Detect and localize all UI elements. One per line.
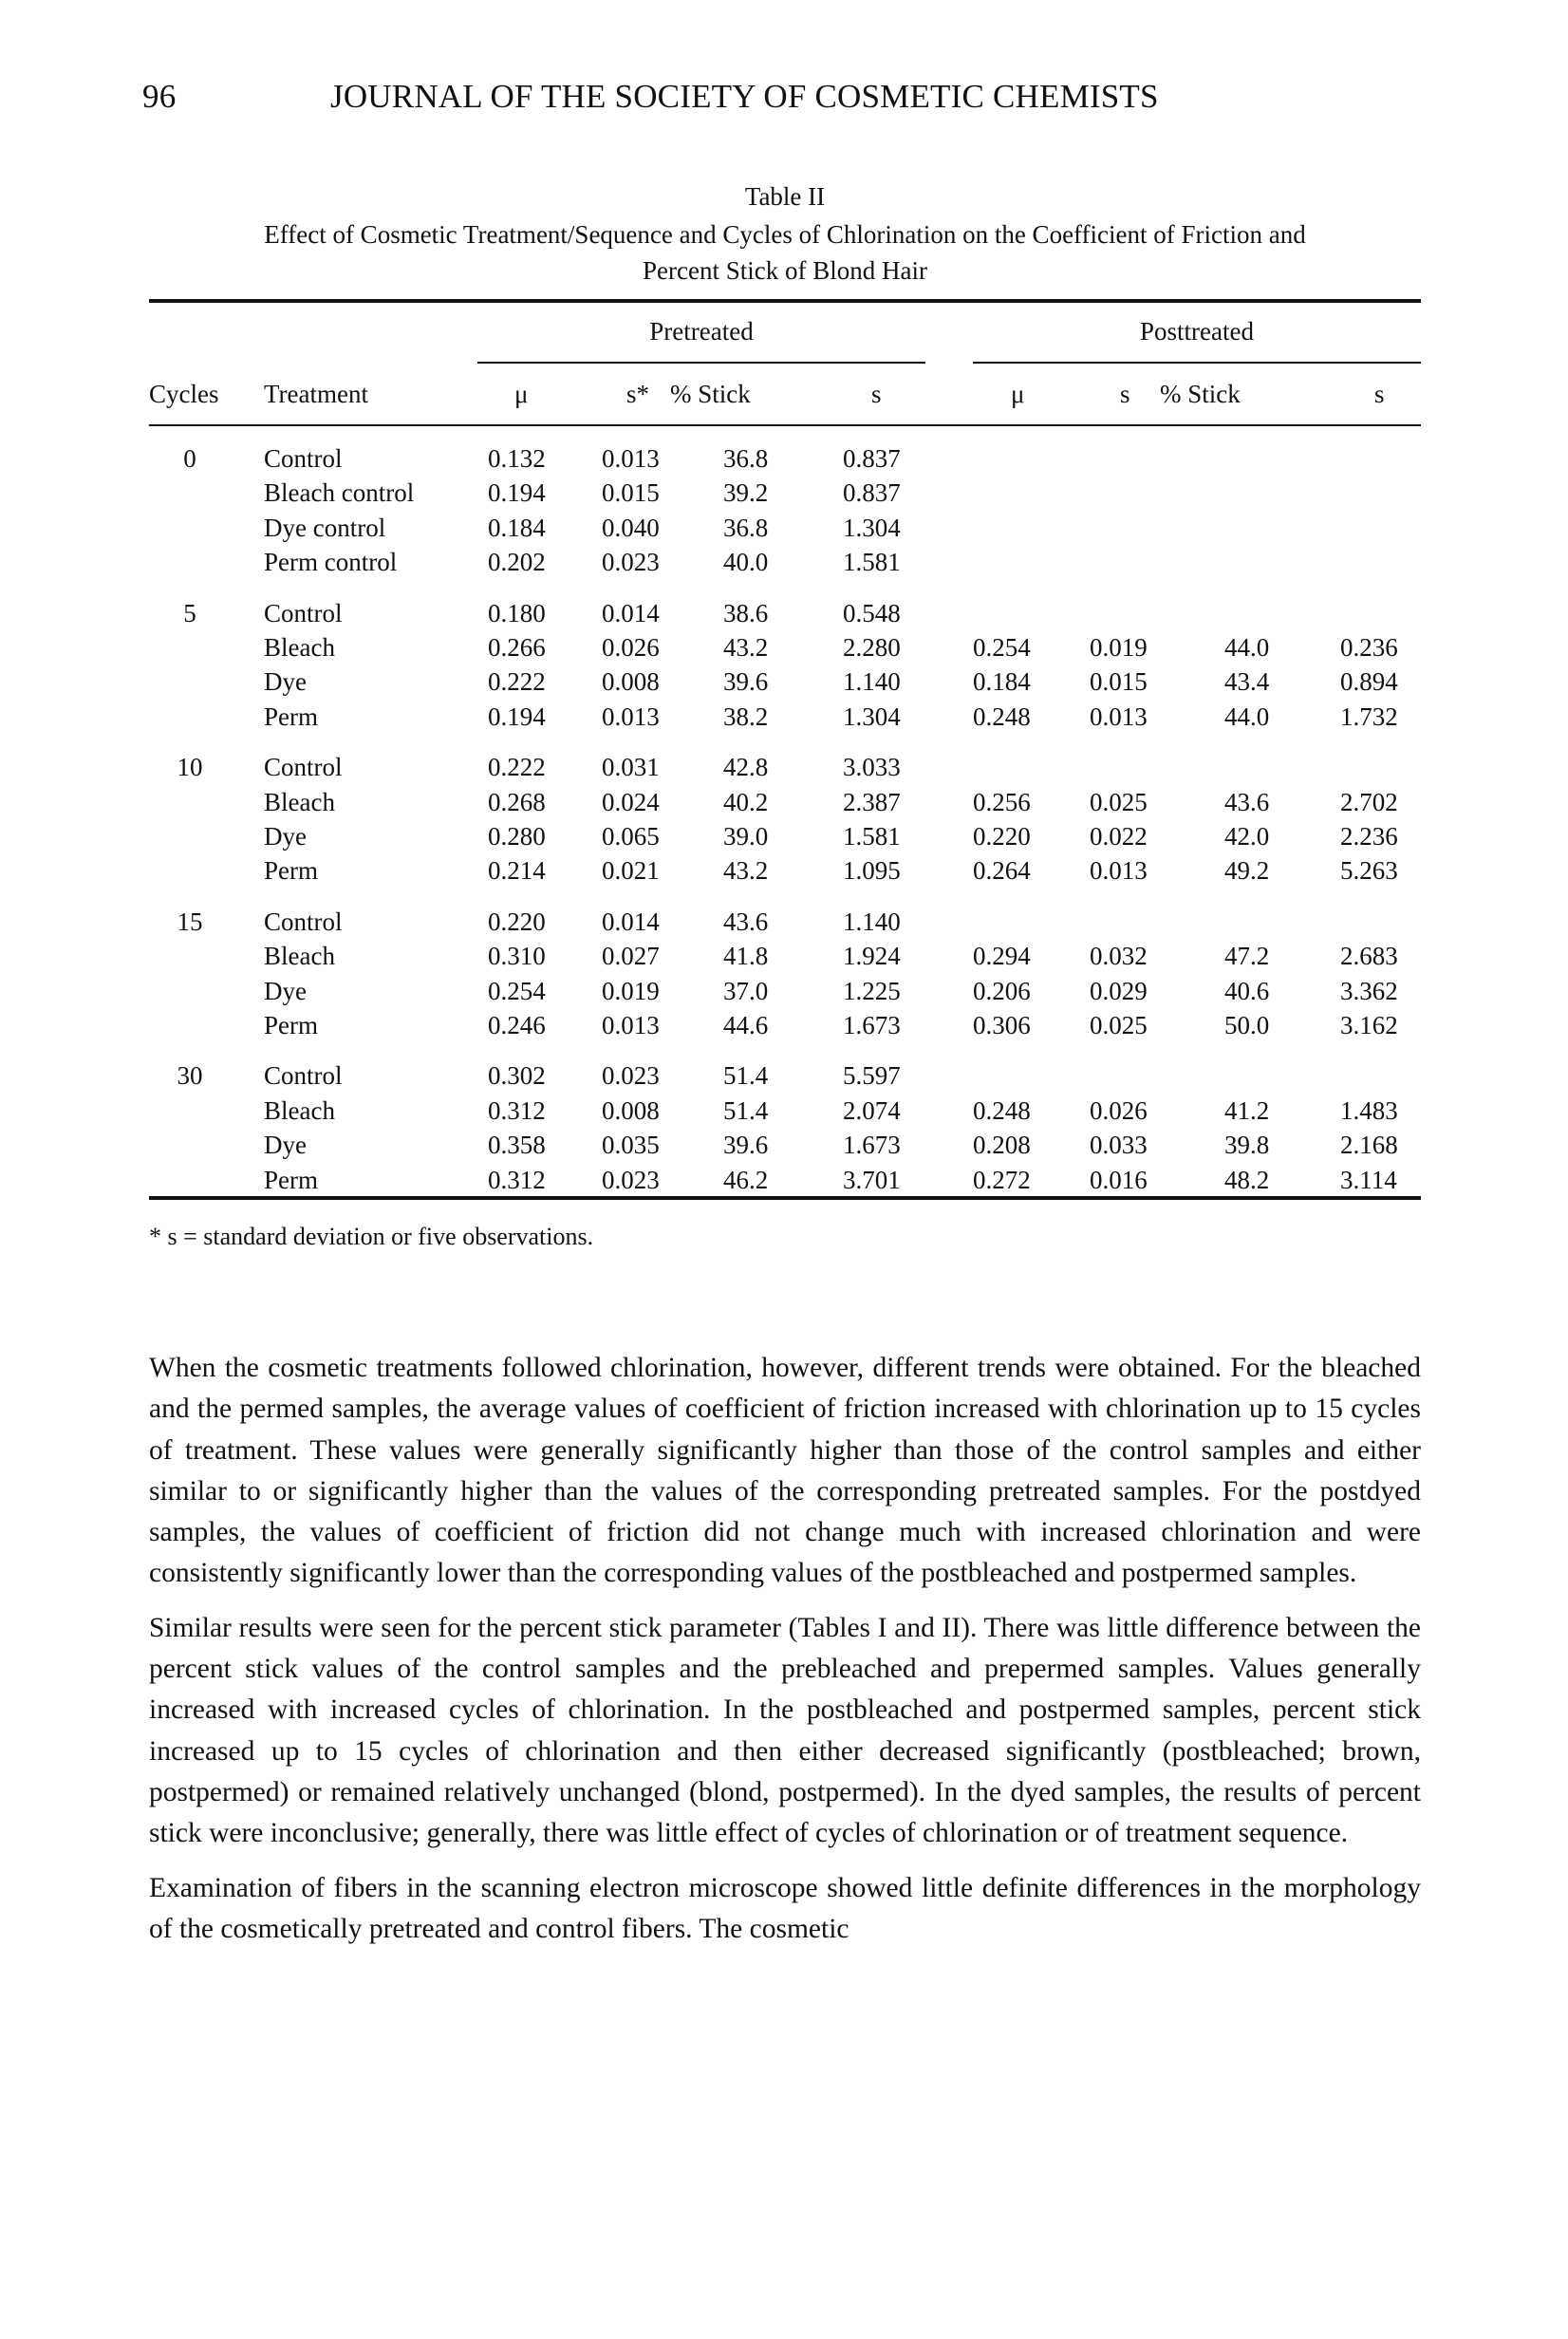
value-cell: 0.025: [1090, 1011, 1148, 1039]
value-cell: 3.033: [843, 753, 901, 782]
treatment-cell: Dye: [264, 822, 307, 851]
value-cell: 1.140: [843, 667, 901, 697]
value-cell: 0.184: [973, 667, 1031, 697]
value-cell: 0.220: [488, 907, 546, 936]
value-cell: 40.2: [723, 787, 769, 816]
value-cell: 0.184: [488, 513, 546, 542]
value-cell: 0.022: [1090, 822, 1148, 851]
paragraph: When the cosmetic treatments followed chlorination, however, different trends were obtained. For the bleached and the permed samples, the average values of coefficient of friction increased with chlorination up to 15 cycles of treatment. These values were generally significantly higher than those of the control samples and either similar to or significantly higher than the values of the corresponding pretreated samples. For the postdyed samples, the values of coefficient of friction did not change much with increased chlorination and were consistently significantly lower than the corresponding values of the postbleached and postpermed samples.: [149, 1353, 1421, 1589]
treatment-cell: Dye control: [264, 513, 386, 542]
value-cell: 1.225: [843, 976, 901, 1005]
value-cell: 44.6: [723, 1011, 769, 1039]
cycles-cell: 15: [177, 907, 203, 936]
journal-title: JOURNAL OF THE SOCIETY OF COSMETIC CHEMISTS: [330, 78, 1159, 115]
treatment-cell: Control: [264, 753, 343, 782]
value-cell: 0.272: [973, 1165, 1031, 1194]
value-cell: 1.581: [843, 548, 901, 577]
value-cell: 2.702: [1340, 787, 1398, 816]
value-cell: 2.683: [1340, 942, 1398, 971]
treatment-cell: Bleach control: [264, 478, 415, 508]
value-cell: 50.0: [1224, 1011, 1270, 1039]
value-cell: 3.362: [1340, 976, 1398, 1005]
treatment-cell: Dye: [264, 667, 307, 697]
treatment-cell: Perm: [264, 856, 318, 886]
value-cell: 0.306: [973, 1011, 1031, 1039]
value-cell: 43.2: [723, 633, 769, 662]
value-cell: 0.027: [602, 942, 660, 971]
value-cell: 0.548: [843, 598, 901, 627]
value-cell: 0.268: [488, 787, 546, 816]
treatment-cell: Perm: [264, 1165, 318, 1194]
value-cell: 36.8: [723, 444, 769, 473]
value-cell: 0.026: [602, 633, 660, 662]
value-cell: 40.6: [1224, 976, 1270, 1005]
value-cell: 1.673: [843, 1011, 901, 1039]
page-number: 96: [142, 78, 177, 115]
treatment-cell: Perm: [264, 702, 318, 731]
value-cell: 3.701: [843, 1165, 901, 1194]
value-cell: 0.024: [602, 787, 660, 816]
value-cell: 37.0: [723, 976, 769, 1005]
value-cell: 48.2: [1224, 1165, 1270, 1194]
column-header: Treatment: [264, 380, 368, 408]
treatment-cell: Dye: [264, 1131, 307, 1160]
value-cell: 0.032: [1090, 942, 1148, 971]
value-cell: 38.2: [723, 702, 769, 731]
value-cell: 44.0: [1224, 633, 1270, 662]
value-cell: 0.294: [973, 942, 1031, 971]
column-header: μ: [514, 380, 529, 408]
value-cell: 0.013: [1090, 856, 1148, 886]
value-cell: 39.6: [723, 1131, 769, 1160]
value-cell: 1.673: [843, 1131, 901, 1160]
value-cell: 0.254: [973, 633, 1031, 662]
value-cell: 5.263: [1340, 856, 1398, 886]
value-cell: 43.6: [1224, 787, 1270, 816]
value-cell: 41.8: [723, 942, 769, 971]
treatment-cell: Control: [264, 598, 343, 627]
treatment-cell: Control: [264, 907, 343, 936]
value-cell: 0.194: [488, 702, 546, 731]
value-cell: 0.035: [602, 1131, 660, 1160]
column-header: s*: [626, 380, 650, 408]
column-header: μ: [1011, 380, 1025, 408]
column-header: s: [871, 380, 882, 408]
value-cell: 0.026: [1090, 1095, 1148, 1125]
value-cell: 0.206: [973, 976, 1031, 1005]
value-cell: 0.040: [602, 513, 660, 542]
value-cell: 0.015: [1090, 667, 1148, 697]
value-cell: 41.2: [1224, 1095, 1270, 1125]
value-cell: 0.008: [602, 667, 660, 697]
value-cell: 0.248: [973, 702, 1031, 731]
treatment-cell: Control: [264, 444, 343, 473]
value-cell: 0.208: [973, 1131, 1031, 1160]
table-title: Table II: [744, 182, 826, 211]
value-cell: 38.6: [723, 598, 769, 627]
table-caption-line: Percent Stick of Blond Hair: [643, 256, 927, 285]
pretreated-group-rule: [477, 362, 925, 364]
treatment-cell: Perm control: [264, 548, 398, 577]
value-cell: 0.013: [602, 702, 660, 731]
value-cell: 1.304: [843, 513, 901, 542]
group-header-pretreated: Pretreated: [649, 317, 754, 346]
value-cell: 2.236: [1340, 822, 1398, 851]
value-cell: 0.312: [488, 1095, 546, 1125]
value-cell: 42.0: [1224, 822, 1270, 851]
body-text: [149, 1348, 1421, 1963]
value-cell: 0.302: [488, 1061, 546, 1091]
value-cell: 0.065: [602, 822, 660, 851]
value-cell: 43.6: [723, 907, 769, 936]
value-cell: 0.202: [488, 548, 546, 577]
value-cell: 44.0: [1224, 702, 1270, 731]
value-cell: 0.014: [602, 598, 660, 627]
value-cell: 0.837: [843, 444, 901, 473]
table-footnote: * s = standard deviation or five observations.: [149, 1223, 594, 1250]
value-cell: 0.023: [602, 1061, 660, 1091]
value-cell: 39.8: [1224, 1131, 1270, 1160]
value-cell: 43.2: [723, 856, 769, 886]
value-cell: 0.023: [602, 548, 660, 577]
value-cell: 0.312: [488, 1165, 546, 1194]
value-cell: 0.837: [843, 478, 901, 508]
value-cell: 0.132: [488, 444, 546, 473]
value-cell: 47.2: [1224, 942, 1270, 971]
value-cell: 5.597: [843, 1061, 901, 1091]
value-cell: 3.162: [1340, 1011, 1398, 1039]
value-cell: 0.236: [1340, 633, 1398, 662]
value-cell: 0.031: [602, 753, 660, 782]
group-header-posttreated: Posttreated: [1140, 317, 1254, 346]
value-cell: 49.2: [1224, 856, 1270, 886]
value-cell: 0.256: [973, 787, 1031, 816]
treatment-cell: Bleach: [264, 633, 335, 662]
value-cell: 0.180: [488, 598, 546, 627]
value-cell: 0.214: [488, 856, 546, 886]
value-cell: 0.019: [602, 976, 660, 1005]
value-cell: 0.015: [602, 478, 660, 508]
value-cell: 0.194: [488, 478, 546, 508]
table-bottom-rule: [149, 1196, 1421, 1200]
value-cell: 40.0: [723, 548, 769, 577]
value-cell: 0.014: [602, 907, 660, 936]
paragraph: Similar results were seen for the percent stick parameter (Tables I and II). There was little difference between the percent stick values of the control samples and the prebleached and prepermed samples. Values generally increased with increased cycles of chlorination. In the postbleached and postpermed samples, percent stick increased up to 15 cycles of chlorination and then either decreased significantly (postbleached; brown, postpermed) or remained relatively unchanged (blond, postpermed). In the dyed samples, the results of percent stick were inconclusive; generally, there was little effect of cycles of chlorination or of treatment sequence.: [149, 1612, 1421, 1849]
value-cell: 1.483: [1340, 1095, 1398, 1125]
value-cell: 39.6: [723, 667, 769, 697]
value-cell: 51.4: [723, 1095, 769, 1125]
value-cell: 0.220: [973, 822, 1031, 851]
value-cell: 0.222: [488, 667, 546, 697]
value-cell: 0.023: [602, 1165, 660, 1194]
value-cell: 0.008: [602, 1095, 660, 1125]
header-bottom-rule: [149, 424, 1421, 426]
table-caption: [149, 216, 1421, 289]
value-cell: 1.732: [1340, 702, 1398, 731]
value-cell: 0.222: [488, 753, 546, 782]
value-cell: 39.0: [723, 822, 769, 851]
posttreated-group-rule: [973, 362, 1421, 364]
treatment-cell: Dye: [264, 976, 307, 1005]
value-cell: 1.581: [843, 822, 901, 851]
value-cell: 1.924: [843, 942, 901, 971]
treatment-cell: Bleach: [264, 1095, 335, 1125]
value-cell: 2.387: [843, 787, 901, 816]
value-cell: 1.140: [843, 907, 901, 936]
value-cell: 0.029: [1090, 976, 1148, 1005]
cycles-cell: 10: [177, 753, 203, 782]
value-cell: 0.358: [488, 1131, 546, 1160]
value-cell: 0.025: [1090, 787, 1148, 816]
value-cell: 0.254: [488, 976, 546, 1005]
value-cell: 42.8: [723, 753, 769, 782]
treatment-cell: Perm: [264, 1011, 318, 1039]
cycles-cell: 5: [183, 598, 196, 627]
paragraph: Examination of fibers in the scanning electron microscope showed little definite differences in the morphology of the cosmetically pretreated and control fibers. The cosmetic: [149, 1872, 1421, 1944]
value-cell: 0.013: [602, 1011, 660, 1039]
value-cell: 51.4: [723, 1061, 769, 1091]
value-cell: 0.310: [488, 942, 546, 971]
value-cell: 43.4: [1224, 667, 1270, 697]
value-cell: 46.2: [723, 1165, 769, 1194]
value-cell: 0.266: [488, 633, 546, 662]
value-cell: 0.016: [1090, 1165, 1148, 1194]
value-cell: 39.2: [723, 478, 769, 508]
value-cell: 0.033: [1090, 1131, 1148, 1160]
column-header: Cycles: [149, 380, 219, 408]
value-cell: 3.114: [1340, 1165, 1397, 1194]
value-cell: 0.246: [488, 1011, 546, 1039]
column-header: % Stick: [1160, 380, 1241, 408]
treatment-cell: Control: [264, 1061, 343, 1091]
value-cell: 0.280: [488, 822, 546, 851]
table-caption-line: Effect of Cosmetic Treatment/Sequence and Cycles of Chlorination on the Coefficient of Friction and: [264, 220, 1306, 249]
column-header: s: [1374, 380, 1385, 408]
value-cell: 1.095: [843, 856, 901, 886]
value-cell: 36.8: [723, 513, 769, 542]
column-header: s: [1120, 380, 1130, 408]
value-cell: 0.248: [973, 1095, 1031, 1125]
table-top-rule: [149, 299, 1421, 303]
value-cell: 0.019: [1090, 633, 1148, 662]
value-cell: 2.168: [1340, 1131, 1398, 1160]
value-cell: 0.021: [602, 856, 660, 886]
value-cell: 2.074: [843, 1095, 901, 1125]
value-cell: 1.304: [843, 702, 901, 731]
treatment-cell: Bleach: [264, 787, 335, 816]
cycles-cell: 30: [177, 1061, 203, 1091]
value-cell: 0.894: [1340, 667, 1398, 697]
value-cell: 0.264: [973, 856, 1031, 886]
column-header: % Stick: [670, 380, 751, 408]
value-cell: 0.013: [602, 444, 660, 473]
treatment-cell: Bleach: [264, 942, 335, 971]
cycles-cell: 0: [183, 444, 196, 473]
value-cell: 2.280: [843, 633, 901, 662]
value-cell: 0.013: [1090, 702, 1148, 731]
